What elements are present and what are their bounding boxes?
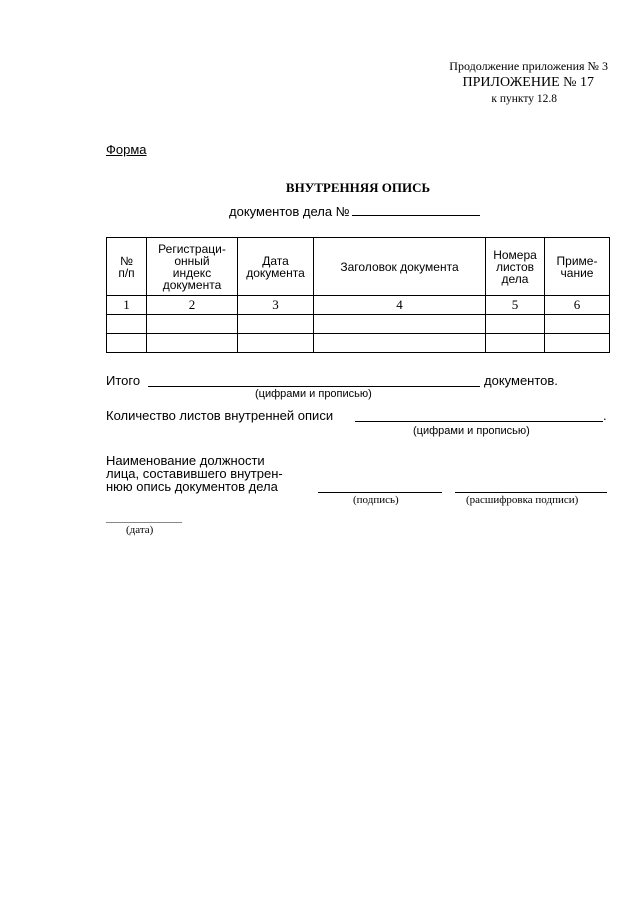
document-subtitle bbox=[229, 204, 480, 219]
sheets-label: Количество листов внутренней описи bbox=[106, 408, 334, 423]
table-cell[interactable] bbox=[314, 334, 486, 353]
signature-line[interactable] bbox=[318, 492, 442, 493]
table-cell[interactable] bbox=[107, 315, 147, 334]
header-date: Дата документа bbox=[238, 238, 314, 296]
column-number: 2 bbox=[147, 296, 238, 315]
header-note: Приме- чание bbox=[545, 238, 610, 296]
form-label: Форма bbox=[106, 142, 147, 157]
header-reg-index: Регистраци- онный индекс документа bbox=[147, 238, 238, 296]
table-cell[interactable] bbox=[545, 315, 610, 334]
continuation-note: Продолжение приложения № 3 bbox=[449, 59, 608, 73]
document-title: ВНУТРЕННЯЯ ОПИСЬ bbox=[285, 180, 431, 195]
table-number-row bbox=[107, 296, 610, 315]
table-row bbox=[107, 334, 610, 353]
sheets-caption: (цифрами и прописью) bbox=[413, 425, 530, 437]
total-suffix: документов. bbox=[484, 373, 558, 388]
table-cell[interactable] bbox=[545, 334, 610, 353]
subtitle-text: документов дела № bbox=[229, 204, 350, 219]
column-number: 3 bbox=[238, 296, 314, 315]
table-cell[interactable] bbox=[147, 315, 238, 334]
column-number: 1 bbox=[107, 296, 147, 315]
header-number: № п/п bbox=[107, 238, 147, 296]
signature-decode-caption: (расшифровка подписи) bbox=[466, 494, 579, 506]
date-caption: (дата) bbox=[126, 524, 154, 536]
total-label: Итого bbox=[106, 373, 141, 388]
header-doc-title: Заголовок документа bbox=[314, 238, 486, 296]
inventory-table bbox=[106, 237, 610, 353]
table-cell[interactable] bbox=[314, 315, 486, 334]
table-cell[interactable] bbox=[238, 315, 314, 334]
table-cell[interactable] bbox=[486, 315, 545, 334]
position-label: Наименование должности лица, составившего внутрен- нюю опись документов дела bbox=[106, 453, 283, 494]
column-number: 4 bbox=[314, 296, 486, 315]
table-cell[interactable] bbox=[486, 334, 545, 353]
signature-caption: (подпись) bbox=[353, 494, 399, 506]
date-line[interactable] bbox=[106, 522, 182, 523]
column-number: 5 bbox=[486, 296, 545, 315]
table-cell[interactable] bbox=[238, 334, 314, 353]
table-header-row bbox=[107, 238, 610, 296]
table-cell[interactable] bbox=[107, 334, 147, 353]
signature-decode-line[interactable] bbox=[455, 492, 607, 493]
appendix-number: ПРИЛОЖЕНИЕ № 17 bbox=[462, 75, 594, 90]
column-number: 6 bbox=[545, 296, 610, 315]
header-sheet-numbers: Номера листов дела bbox=[486, 238, 545, 296]
case-number-blank[interactable] bbox=[352, 204, 480, 216]
table-cell[interactable] bbox=[147, 334, 238, 353]
sheets-end: . bbox=[603, 408, 607, 423]
clause-reference: к пункту 12.8 bbox=[491, 93, 557, 105]
sheets-blank-line[interactable] bbox=[355, 421, 603, 422]
table-row bbox=[107, 315, 610, 334]
total-caption: (цифрами и прописью) bbox=[255, 388, 372, 400]
total-blank-line[interactable] bbox=[148, 386, 480, 387]
